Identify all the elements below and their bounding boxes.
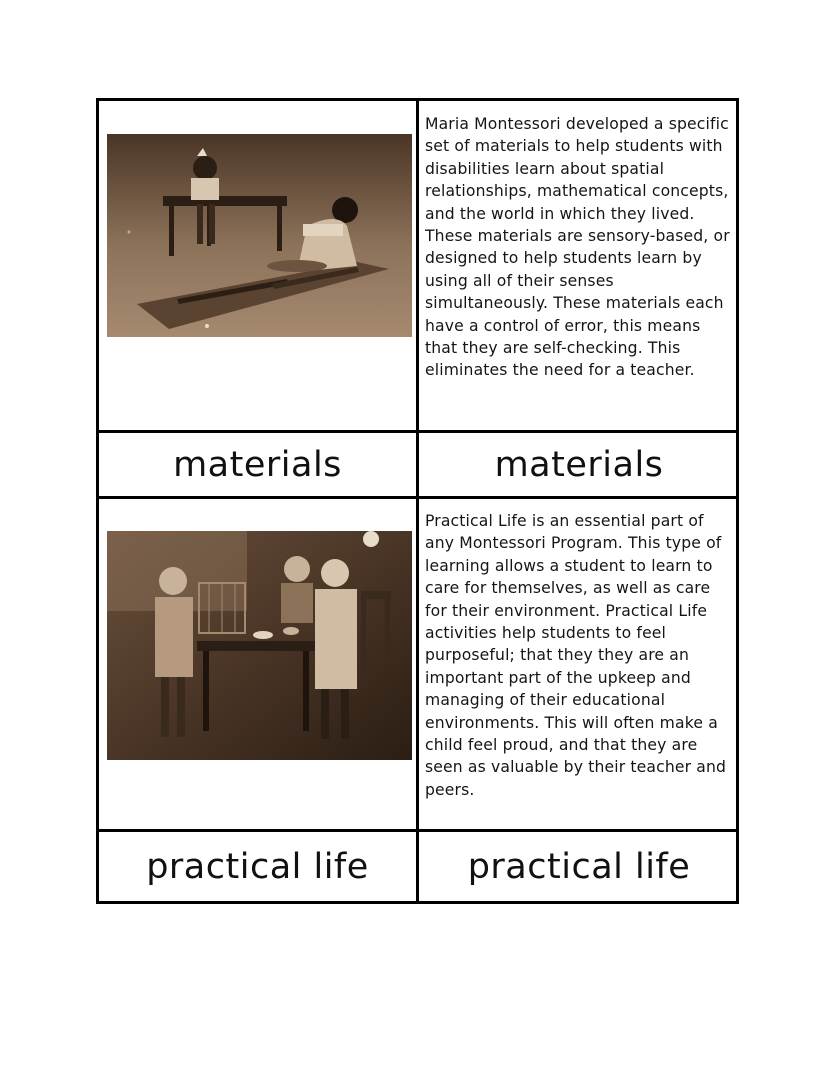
card-materials-label-right-cell bbox=[419, 433, 739, 499]
card-materials-description-cell bbox=[419, 101, 739, 433]
practical-life-label-right: practical life bbox=[467, 846, 691, 887]
card-materials-picture-cell bbox=[99, 101, 419, 433]
practical-life-description: Practical Life is an essential part of any Montessori Program. This type of learning allows a student to learn to care for themselves, as well as care for their environment. Practical Life activities help students to feel purposeful; that they they are an important part of the upkeep and managing of their educational environments. This will often make a child feel proud, and that they are seen as valuable by their teacher and peers. bbox=[425, 512, 727, 799]
materials-label-right: materials bbox=[494, 444, 664, 485]
materials-description: Maria Montessori developed a specific set of materials to help students with disabilities learn about spatial relationships, mathematical concepts, and the world in which they lived. These materials are sensory-based, or designed to help students learn by using all of their senses simultaneously. These materials each have a control of error, this means that they are self-checking. This eliminates the need for a teacher. bbox=[425, 115, 730, 380]
card-materials-label-left-cell bbox=[99, 433, 419, 499]
card-practical-life-label-left-cell bbox=[99, 832, 419, 901]
materials-label-left: materials bbox=[173, 444, 342, 485]
montessori-materials-photo-icon bbox=[107, 134, 412, 337]
practical-life-photo-icon bbox=[107, 531, 412, 760]
card-practical-life-picture-cell bbox=[99, 499, 419, 832]
practical-life-photo bbox=[107, 531, 412, 760]
materials-photo bbox=[107, 134, 412, 337]
three-part-card-sheet bbox=[96, 98, 739, 904]
card-practical-life-description-cell bbox=[419, 499, 739, 832]
practical-life-label-left: practical life bbox=[146, 846, 369, 887]
card-practical-life-label-right-cell bbox=[419, 832, 739, 901]
